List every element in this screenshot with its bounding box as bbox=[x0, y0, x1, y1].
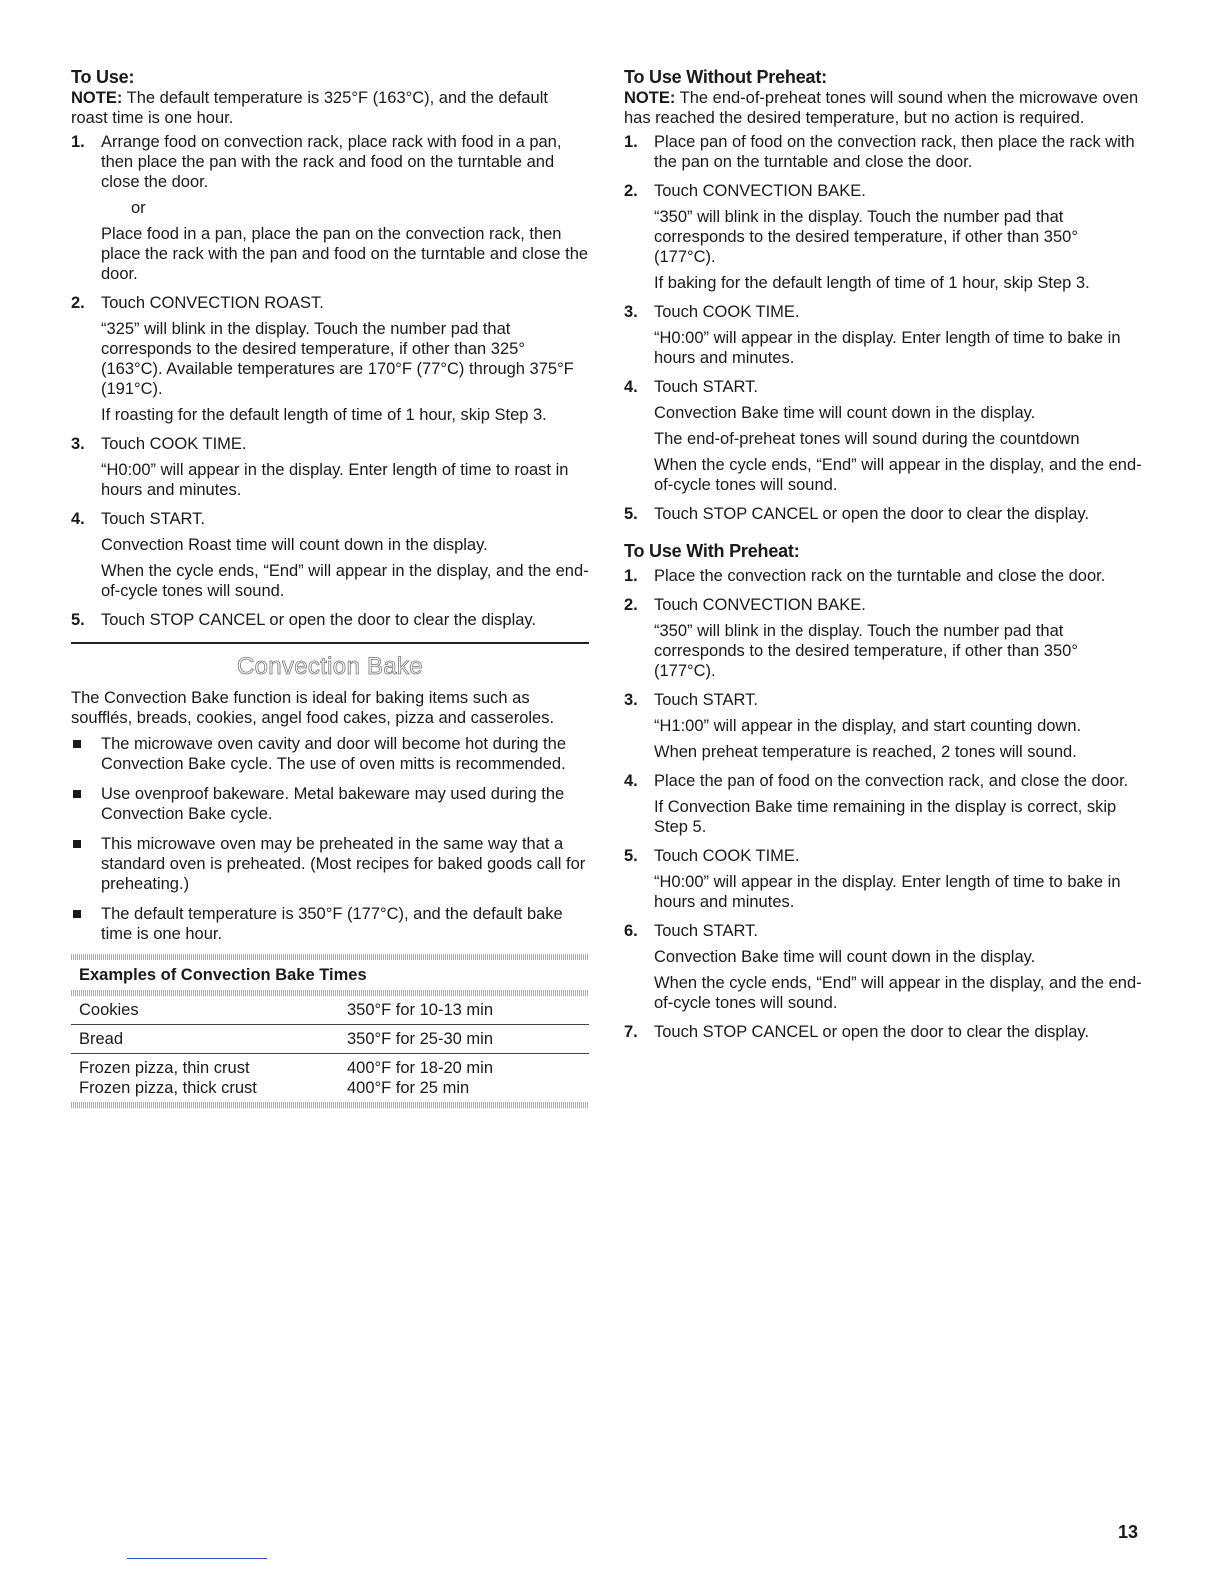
convection-bake-intro: The Convection Bake function is ideal for baking items such as soufflés, breads, cookies, angel food cakes, pizza and casseroles. bbox=[71, 689, 555, 727]
list-item: 5. Touch STOP CANCEL or open the door to clear the display. bbox=[624, 504, 1144, 524]
step-text: Touch STOP CANCEL or open the door to clear the display. bbox=[654, 505, 1090, 523]
step-text: Touch CONVECTION BAKE. bbox=[654, 182, 866, 200]
table-row bbox=[71, 1025, 589, 1054]
convection-bake-title: Convection Bake bbox=[237, 653, 423, 680]
step-text: Touch START. bbox=[654, 922, 758, 940]
right-column bbox=[624, 66, 1144, 1051]
list-item: 2. Touch CONVECTION BAKE. “350” will blink in the display. Touch the number pad that corresponds to the desired temperature, if other than 350° (177°C). bbox=[624, 595, 1144, 681]
table-cell-food: Cookies bbox=[71, 996, 347, 1025]
step-sub: Convection Bake time will count down in the display. bbox=[654, 404, 1036, 422]
step-sub: “H0:00” will appear in the display. Enter length of time to bake in hours and minutes. bbox=[654, 329, 1121, 367]
table-cell-time: 350°F for 25-30 min bbox=[347, 1025, 589, 1054]
step-text: Place the pan of food on the convection rack, and close the door. bbox=[654, 772, 1129, 790]
section-divider bbox=[71, 642, 589, 644]
step-text: Touch START. bbox=[654, 378, 758, 396]
step-text: Touch COOK TIME. bbox=[654, 303, 800, 321]
step-sub: When the cycle ends, “End” will appear in the display, and the end-of-cycle tones will sound. bbox=[101, 562, 589, 600]
list-item: 1. Place pan of food on the convection rack, then place the rack with the pan on the turntable and close the door. bbox=[624, 132, 1144, 172]
list-item: This microwave oven may be preheated in the same way that a standard oven is preheated. (Most recipes for baked goods call for preheating.) bbox=[71, 834, 589, 894]
list-item: 2. Touch CONVECTION BAKE. “350” will blink in the display. Touch the number pad that corresponds to the desired temperature, if other than 350° (177°C). If baking for the default length of time of 1 hour, skip Step 3. bbox=[624, 181, 1144, 293]
bullet-square-icon bbox=[73, 790, 81, 798]
step-text: Arrange food on convection rack, place rack with food in a pan, then place the pan with the rack and food on the turntable and close the door. bbox=[101, 133, 562, 191]
list-item: 3. Touch COOK TIME. “H0:00” will appear in the display. Enter length of time to roast in hours and minutes. bbox=[71, 434, 589, 500]
list-item: 1. Arrange food on convection rack, place rack with food in a pan, then place the pan with the rack and food on the turntable and close the door. or Place food in a pan, place the pan on the convection rack, then place the rack with the pan and food on the turntable and close the door. bbox=[71, 133, 589, 283]
step-sub: When the cycle ends, “End” will appear in the display, and the end-of-cycle tones will sound. bbox=[654, 456, 1142, 494]
step-text: Touch START. bbox=[654, 691, 758, 709]
bullet-square-icon bbox=[73, 910, 81, 918]
footer-link-underline bbox=[127, 1558, 267, 1559]
table-title: Examples of Convection Bake Times bbox=[79, 966, 367, 984]
list-item: 2. Touch CONVECTION ROAST. “325” will blink in the display. Touch the number pad that corresponds to the desired temperature, if other than 325° (163°C). Available temperatures are 170°F (77°C) through 375°F (191°C). If roasting for the default length of time of 1 hour, skip Step 3. bbox=[71, 293, 589, 425]
list-item: 5. Touch STOP CANCEL or open the door to clear the display. bbox=[71, 610, 589, 630]
table-cell-time: 400°F for 25 min bbox=[347, 1079, 470, 1097]
note-label: NOTE: bbox=[71, 89, 123, 107]
table bbox=[71, 996, 589, 1102]
table-row bbox=[71, 1054, 589, 1079]
list-item: The microwave oven cavity and door will become hot during the Convection Bake cycle. The use of oven mitts is recommended. bbox=[71, 734, 589, 774]
table-bottom-stripe bbox=[71, 1102, 589, 1108]
without-preheat-heading: To Use Without Preheat: bbox=[624, 67, 827, 87]
step-sub: Place food in a pan, place the pan on the convection rack, then place the rack with the pan and food on the turntable and close the door. bbox=[101, 225, 589, 283]
with-preheat-steps bbox=[624, 566, 1144, 1042]
bullet-square-icon bbox=[73, 740, 81, 748]
step-text: Touch STOP CANCEL or open the door to clear the display. bbox=[101, 611, 537, 629]
list-item: 4. Place the pan of food on the convection rack, and close the door. If Convection Bake time remaining in the display is correct, skip Step 5. bbox=[624, 771, 1144, 837]
step-text: Touch STOP CANCEL or open the door to clear the display. bbox=[654, 1023, 1090, 1041]
step-text: Touch COOK TIME. bbox=[101, 435, 247, 453]
list-item: 4. Touch START. Convection Roast time will count down in the display. When the cycle ends, “End” will appear in the display, and the end-of-cycle tones will sound. bbox=[71, 510, 589, 600]
step-text: Touch START. bbox=[101, 510, 205, 528]
step-sub: Convection Bake time will count down in the display. bbox=[654, 948, 1036, 966]
table-top-stripe bbox=[71, 954, 589, 960]
step-text: Touch CONVECTION BAKE. bbox=[654, 596, 866, 614]
to-use-heading: To Use: bbox=[71, 67, 135, 87]
table-cell-time: 400°F for 18-20 min bbox=[347, 1059, 494, 1077]
note-text: The default temperature is 325°F (163°C), and the default roast time is one hour. bbox=[71, 89, 548, 127]
step-sub: “325” will blink in the display. Touch the number pad that corresponds to the desired temperature, if other than 325° (163°C). Available temperatures are 170°F (77°C) through 375°F (191°C). bbox=[101, 320, 574, 398]
step-sub: When preheat temperature is reached, 2 tones will sound. bbox=[654, 743, 1077, 761]
step-sub: Convection Roast time will count down in the display. bbox=[101, 536, 488, 554]
step-text: Place the convection rack on the turntable and close the door. bbox=[654, 567, 1106, 585]
step-sub: If baking for the default length of time of 1 hour, skip Step 3. bbox=[654, 274, 1090, 292]
table-cell-food: Bread bbox=[71, 1025, 347, 1054]
step-text: Touch COOK TIME. bbox=[654, 847, 800, 865]
list-item: 7. Touch STOP CANCEL or open the door to clear the display. bbox=[624, 1022, 1144, 1042]
convection-bake-bullets bbox=[71, 734, 589, 944]
note-text: The end-of-preheat tones will sound when the microwave oven has reached the desired temperature, but no action is required. bbox=[624, 89, 1139, 127]
list-item: 5. Touch COOK TIME. “H0:00” will appear in the display. Enter length of time to bake in hours and minutes. bbox=[624, 846, 1144, 912]
with-preheat-heading: To Use With Preheat: bbox=[624, 541, 800, 561]
step-sub: “H0:00” will appear in the display. Enter length of time to roast in hours and minutes. bbox=[101, 461, 569, 499]
note-label: NOTE: bbox=[624, 89, 676, 107]
bullet-square-icon bbox=[73, 840, 81, 848]
list-item: 3. Touch START. “H1:00” will appear in the display, and start counting down. When preheat temperature is reached, 2 tones will sound. bbox=[624, 690, 1144, 762]
step-sub: If Convection Bake time remaining in the display is correct, skip Step 5. bbox=[654, 798, 1117, 836]
table-row bbox=[71, 1078, 589, 1102]
roast-note bbox=[71, 88, 589, 128]
list-item: 3. Touch COOK TIME. “H0:00” will appear in the display. Enter length of time to bake in hours and minutes. bbox=[624, 302, 1144, 368]
step-sub: “H1:00” will appear in the display, and start counting down. bbox=[654, 717, 1082, 735]
table-cell-time: 350°F for 10-13 min bbox=[347, 996, 589, 1025]
step-text: Touch CONVECTION ROAST. bbox=[101, 294, 324, 312]
step-sub: The end-of-preheat tones will sound during the countdown bbox=[654, 430, 1080, 448]
table-header-stripe bbox=[71, 990, 589, 996]
list-item: 1. Place the convection rack on the turntable and close the door. bbox=[624, 566, 1144, 586]
table-row bbox=[71, 996, 589, 1025]
preheat-note bbox=[624, 88, 1144, 128]
step-sub: “350” will blink in the display. Touch the number pad that corresponds to the desired temperature, if other than 350° (177°C). bbox=[654, 622, 1078, 680]
list-item: The default temperature is 350°F (177°C), and the default bake time is one hour. bbox=[71, 904, 589, 944]
roast-steps bbox=[71, 132, 589, 630]
step-sub: If roasting for the default length of time of 1 hour, skip Step 3. bbox=[101, 406, 547, 424]
list-item: Use ovenproof bakeware. Metal bakeware may used during the Convection Bake cycle. bbox=[71, 784, 589, 824]
page-number: 13 bbox=[1118, 1522, 1139, 1542]
step-text: Place pan of food on the convection rack, then place the rack with the pan on the turntable and close the door. bbox=[654, 133, 1135, 171]
step-sub: “350” will blink in the display. Touch the number pad that corresponds to the desired temperature, if other than 350° (177°C). bbox=[654, 208, 1078, 266]
list-item: 4. Touch START. Convection Bake time will count down in the display. The end-of-preheat tones will sound during the countdown When the cycle ends, “End” will appear in the display, and the end-of-cycle tones will sound. bbox=[624, 377, 1144, 495]
bake-times-table bbox=[71, 954, 589, 1108]
step-sub: “H0:00” will appear in the display. Enter length of time to bake in hours and minutes. bbox=[654, 873, 1121, 911]
table-cell-food: Frozen pizza, thin crust bbox=[79, 1059, 250, 1077]
left-column bbox=[71, 66, 589, 1108]
list-item: 6. Touch START. Convection Bake time will count down in the display. When the cycle ends, “End” will appear in the display, and the end-of-cycle tones will sound. bbox=[624, 921, 1144, 1013]
step-sub: When the cycle ends, “End” will appear in the display, and the end-of-cycle tones will sound. bbox=[654, 974, 1142, 1012]
table-cell-food: Frozen pizza, thick crust bbox=[79, 1079, 257, 1097]
step-or: or bbox=[131, 199, 146, 217]
without-preheat-steps bbox=[624, 132, 1144, 524]
